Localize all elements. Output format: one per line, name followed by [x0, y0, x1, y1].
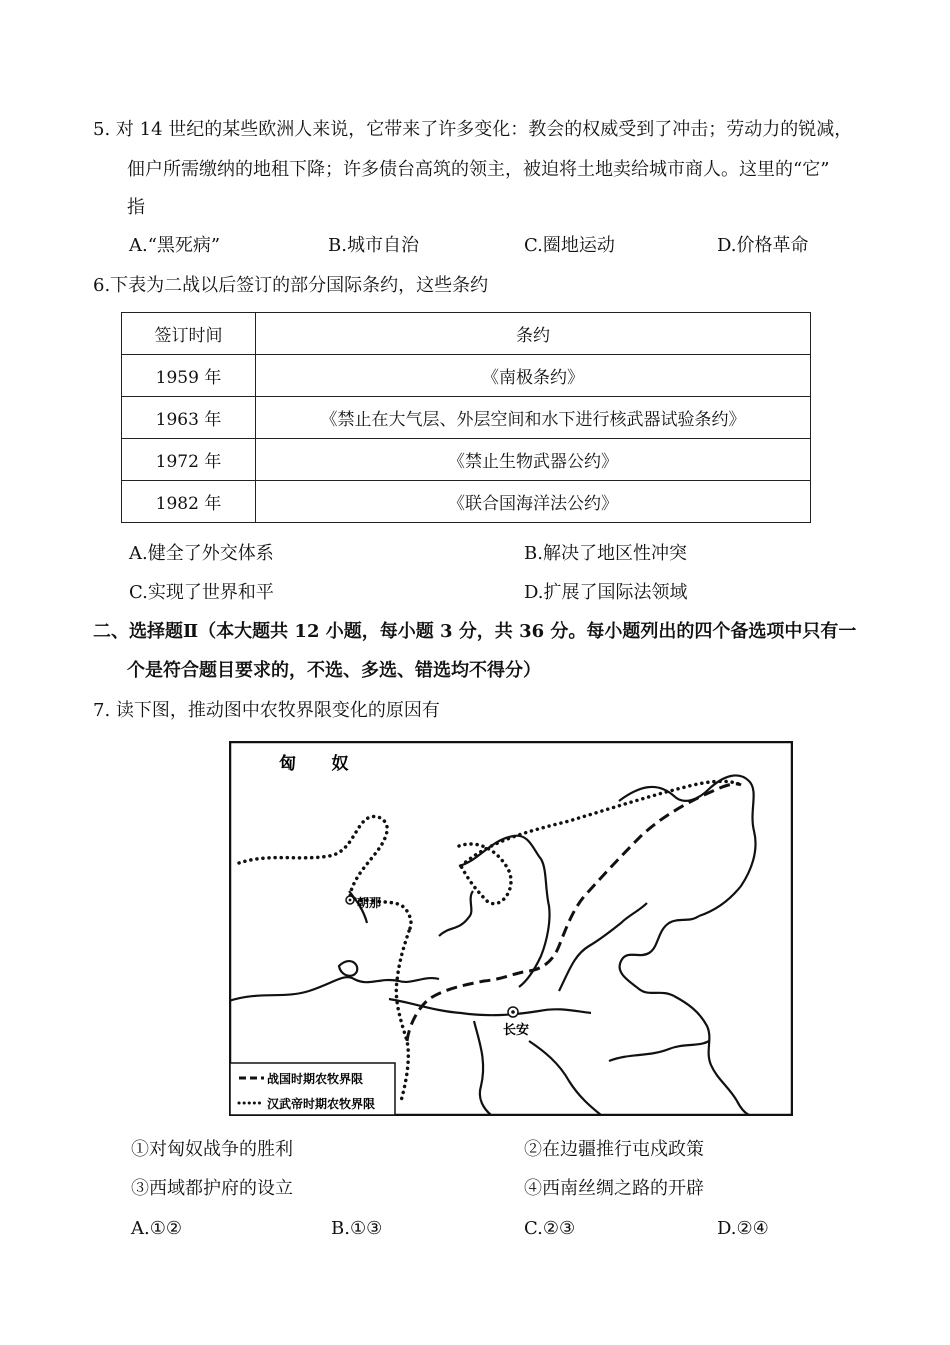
table-cell-date: 1982 年 — [122, 481, 256, 523]
q6-stem: 6.下表为二战以后签订的部分国际条约，这些条约 — [93, 275, 489, 296]
table-header-date: 签订时间 — [122, 313, 256, 355]
q7-option-c[interactable]: C.②③ — [524, 1218, 576, 1239]
legend-han-label: 汉武帝时期农牧界限 — [267, 1097, 376, 1111]
q6-option-b[interactable]: B.解决了地区性冲突 — [524, 543, 687, 564]
table-row — [122, 481, 811, 523]
q5-option-b[interactable]: B.城市自治 — [328, 235, 419, 256]
q5-option-c[interactable]: C.圈地运动 — [524, 235, 615, 256]
table-row — [122, 397, 811, 439]
q7-option-a[interactable]: A.①② — [131, 1218, 182, 1239]
legend-warring-label: 战国时期农牧界限 — [267, 1072, 364, 1086]
q5-option-a[interactable]: A.“黑死病” — [129, 235, 221, 256]
table-cell-date: 1972 年 — [122, 439, 256, 481]
q6-option-c[interactable]: C.实现了世界和平 — [129, 582, 274, 603]
table-cell-treaty: 《南极条约》 — [256, 355, 811, 397]
section-2-heading: 二、选择题Ⅱ（本大题共 12 小题，每小题 3 分，共 36 分。每小题列出的四个备选项中只有一 — [93, 621, 857, 642]
q7-stem: 7. 读下图，推动图中农牧界限变化的原因有 — [93, 700, 440, 721]
historical-map — [229, 741, 793, 1116]
table-row — [122, 355, 811, 397]
q5-line-1: 5. 对 14 世纪的某些欧洲人来说，它带来了许多变化：教会的权威受到了冲击；劳动力的锐减， — [93, 119, 853, 140]
q7-statement-3: ③西域都护府的设立 — [131, 1178, 293, 1199]
q6-option-d[interactable]: D.扩展了国际法领域 — [524, 582, 688, 603]
section-2-instructions: 个是符合题目要求的，不选、多选、错选均不得分） — [127, 660, 541, 681]
table-cell-date: 1959 年 — [122, 355, 256, 397]
q6-option-a[interactable]: A.健全了外交体系 — [129, 543, 274, 564]
map-figure — [229, 741, 793, 1116]
table-cell-treaty: 《禁止生物武器公约》 — [256, 439, 811, 481]
q7-statement-2: ②在边疆推行屯戍政策 — [524, 1139, 704, 1160]
table-header-treaty: 条约 — [256, 313, 811, 355]
treaty-table — [121, 312, 811, 523]
map-title-xiongnu: 匈 奴 — [279, 754, 349, 774]
changan-marker-dot — [511, 1010, 515, 1014]
q7-option-d[interactable]: D.②④ — [717, 1218, 769, 1239]
table-cell-treaty: 《联合国海洋法公约》 — [256, 481, 811, 523]
map-label-changan: 长安 — [503, 1023, 530, 1038]
table-cell-treaty: 《禁止在大气层、外层空间和水下进行核武器试验条约》 — [256, 397, 811, 439]
table-row — [122, 439, 811, 481]
table-cell-date: 1963 年 — [122, 397, 256, 439]
q5-line-2: 佃户所需缴纳的地租下降；许多债台高筑的领主，被迫将土地卖给城市商人。这里的“它” — [127, 159, 830, 180]
table-header-row — [122, 313, 811, 355]
q5-option-d[interactable]: D.价格革命 — [717, 235, 809, 256]
map-border — [230, 742, 792, 1115]
q7-statement-4: ④西南丝绸之路的开辟 — [524, 1178, 704, 1199]
q5-line-3: 指 — [127, 197, 145, 218]
chaona-marker-dot — [349, 899, 352, 902]
map-label-chaona: 朝那 — [357, 896, 382, 910]
q7-statement-1: ①对匈奴战争的胜利 — [131, 1139, 293, 1160]
q7-option-b[interactable]: B.①③ — [331, 1218, 383, 1239]
